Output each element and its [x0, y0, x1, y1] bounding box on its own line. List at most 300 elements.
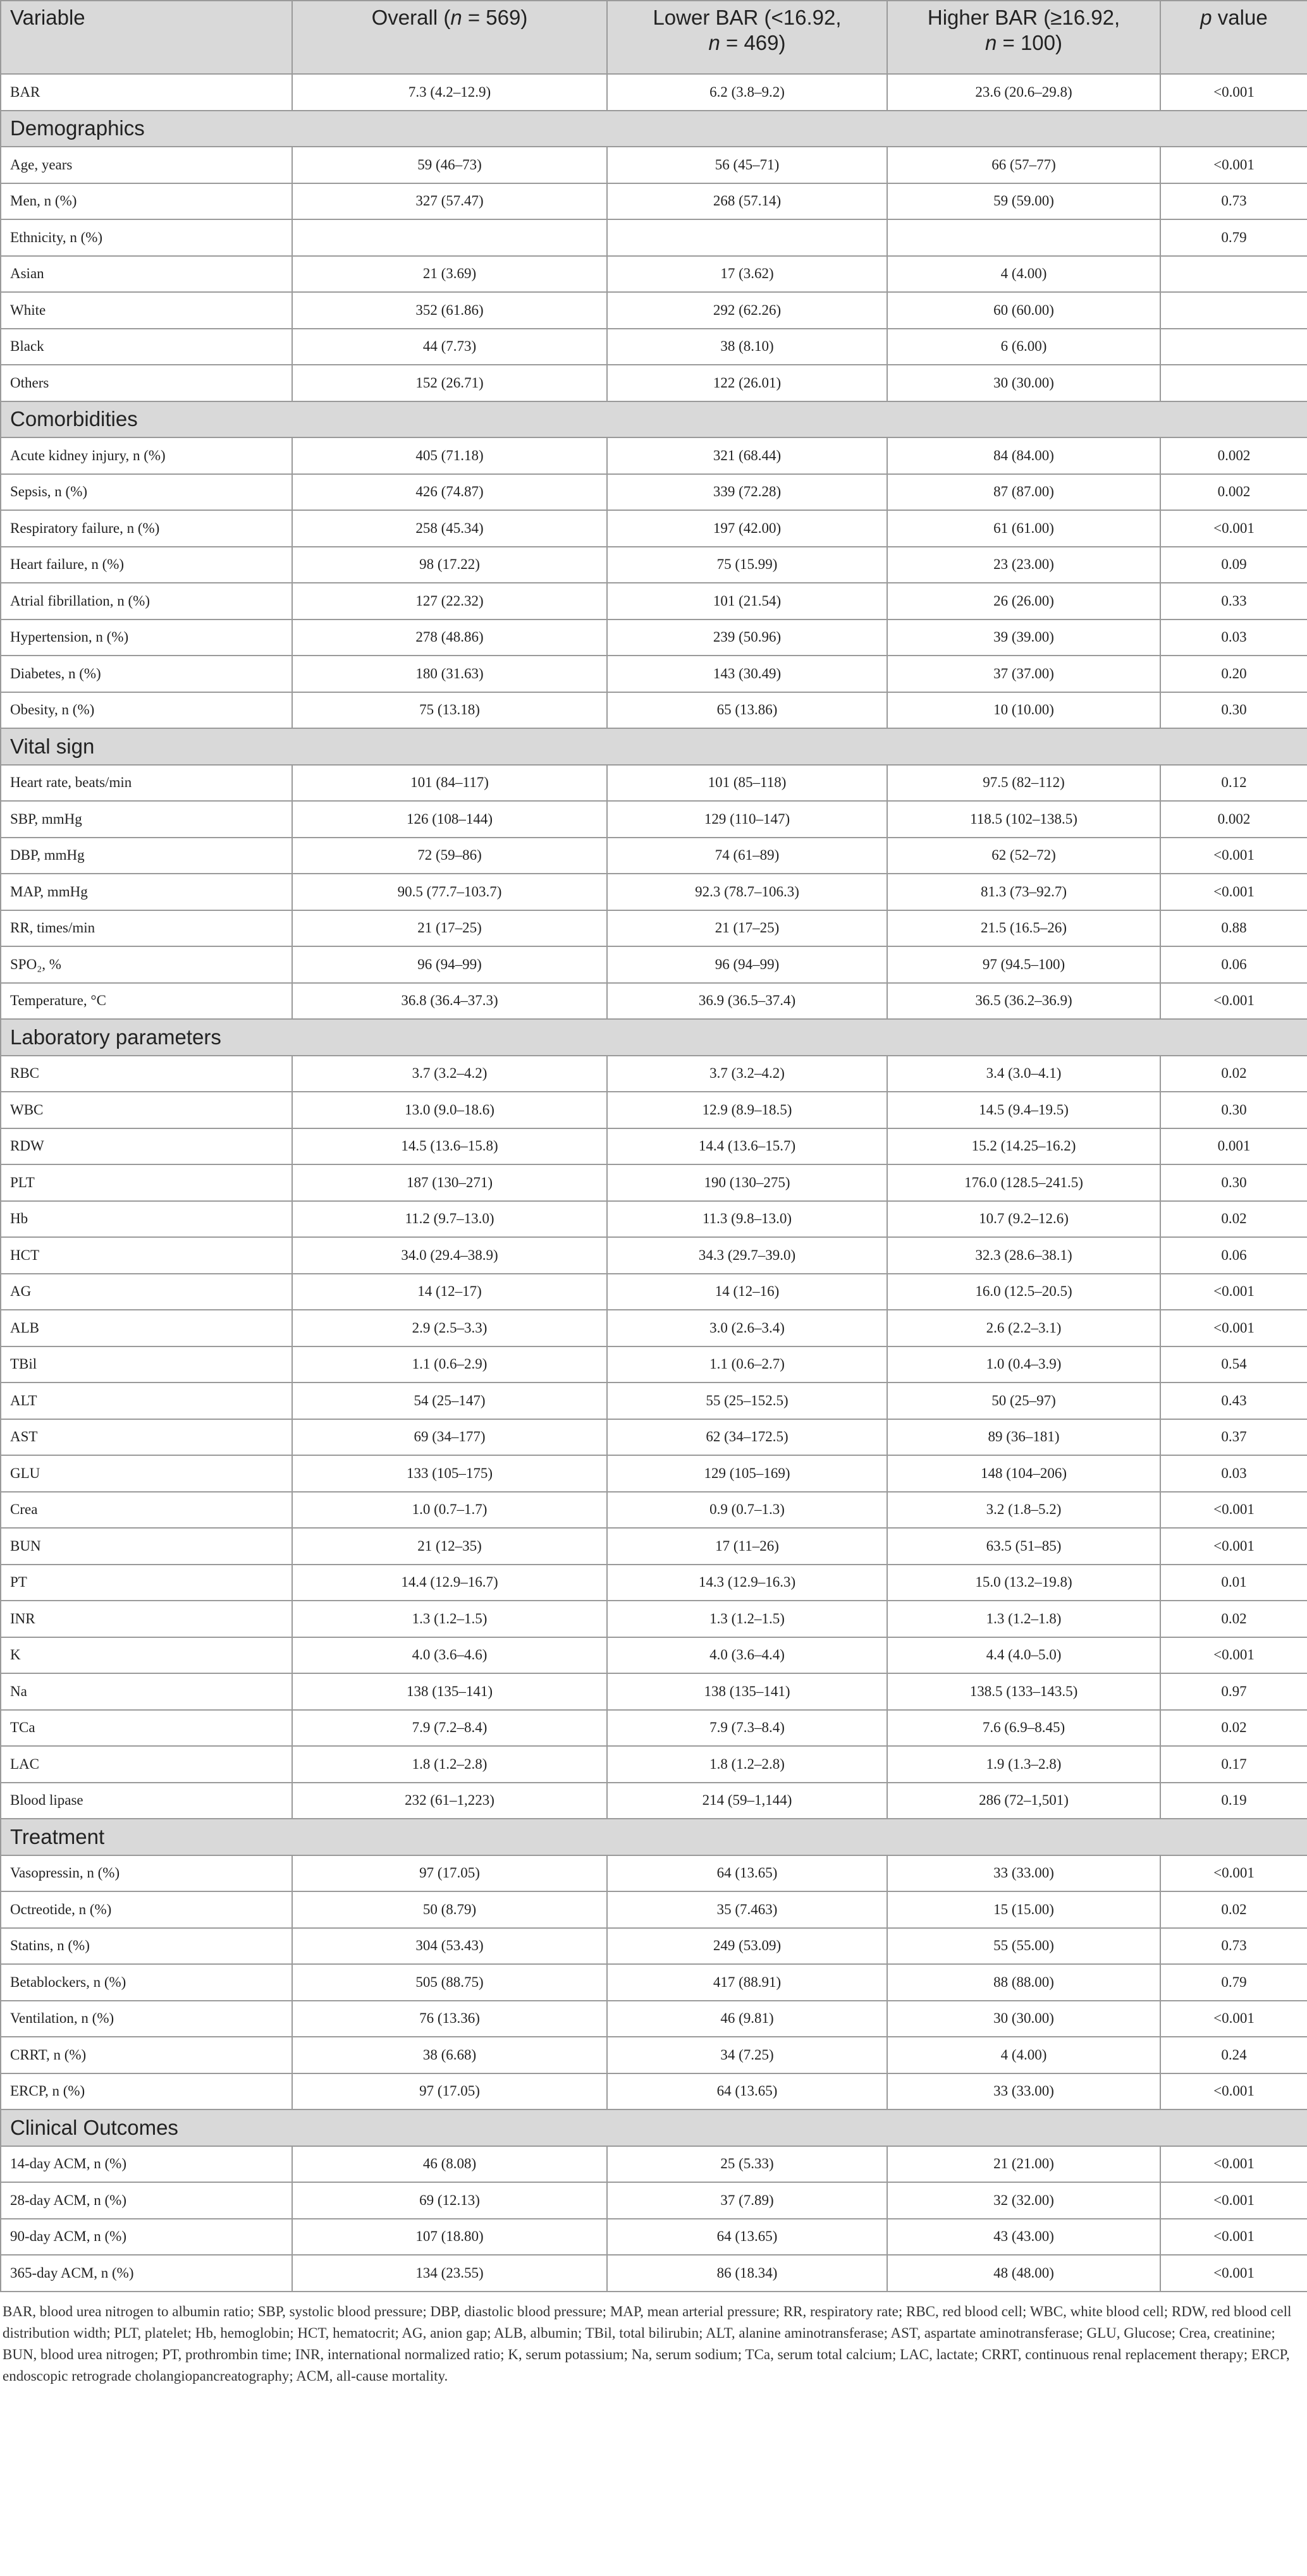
cell-lower-bar: 268 (57.14)	[607, 183, 887, 220]
cell-higher-bar: 33 (33.00)	[887, 1855, 1160, 1892]
header-variable: Variable	[1, 1, 292, 74]
table-row	[1, 74, 1307, 111]
cell-overall: 1.1 (0.6–2.9)	[292, 1346, 607, 1383]
cell-higher-bar: 148 (104–206)	[887, 1455, 1160, 1492]
cell-overall: 14.5 (13.6–15.8)	[292, 1128, 607, 1165]
cell-variable: TCa	[1, 1710, 292, 1747]
table-row	[1, 1346, 1307, 1383]
cell-lower-bar: 321 (68.44)	[607, 437, 887, 474]
cell-p-value: <0.001	[1160, 2255, 1307, 2292]
cell-variable: White	[1, 292, 292, 329]
table-row	[1, 1637, 1307, 1674]
cell-variable: AST	[1, 1419, 292, 1456]
cell-overall: 127 (22.32)	[292, 583, 607, 620]
cell-higher-bar: 7.6 (6.9–8.45)	[887, 1710, 1160, 1747]
cell-variable: 14-day ACM, n (%)	[1, 2146, 292, 2183]
cell-overall: 180 (31.63)	[292, 656, 607, 692]
table-row	[1, 1492, 1307, 1529]
cell-lower-bar: 55 (25–152.5)	[607, 1383, 887, 1419]
cell-p-value: 0.73	[1160, 1928, 1307, 1965]
cell-higher-bar: 138.5 (133–143.5)	[887, 1673, 1160, 1710]
cell-lower-bar: 14.4 (13.6–15.7)	[607, 1128, 887, 1165]
cell-higher-bar: 3.2 (1.8–5.2)	[887, 1492, 1160, 1529]
table-row	[1, 1274, 1307, 1310]
cell-variable: Temperature, °C	[1, 983, 292, 1020]
cell-overall: 278 (48.86)	[292, 620, 607, 656]
cell-p-value: 0.02	[1160, 1710, 1307, 1747]
cell-lower-bar: 11.3 (9.8–13.0)	[607, 1201, 887, 1238]
cell-lower-bar: 1.8 (1.2–2.8)	[607, 1746, 887, 1783]
section-row	[1, 401, 1307, 438]
cell-lower-bar: 17 (11–26)	[607, 1528, 887, 1565]
section-row	[1, 1819, 1307, 1855]
cell-higher-bar: 4 (4.00)	[887, 256, 1160, 293]
cell-variable: INR	[1, 1601, 292, 1637]
table-row	[1, 510, 1307, 547]
cell-variable: Statins, n (%)	[1, 1928, 292, 1965]
cell-variable: Black	[1, 329, 292, 365]
cell-lower-bar: 56 (45–71)	[607, 147, 887, 183]
cell-overall: 1.0 (0.7–1.7)	[292, 1492, 607, 1529]
cell-higher-bar: 10 (10.00)	[887, 692, 1160, 729]
cell-lower-bar: 96 (94–99)	[607, 946, 887, 983]
table-row	[1, 2219, 1307, 2256]
cell-overall	[292, 219, 607, 256]
cell-p-value: 0.20	[1160, 656, 1307, 692]
cell-lower-bar: 122 (26.01)	[607, 365, 887, 401]
table-footnote: BAR, blood urea nitrogen to albumin ratio; SBP, systolic blood pressure; DBP, diastolic blood pressure; MAP, mean arterial pressure; RR, respiratory rate; RBC, red blood cell; WBC, white blood cell; RDW, red blood cell distribution width; PLT, platelet; Hb, hemoglobin; HCT, hematocrit; AG, anion gap; ALB, albumin; TBil, total bilirubin; ALT, alanine aminotransferase; AST, aspartate aminotransferase; GLU, Glucose; Crea, creatinine; BUN, blood urea nitrogen; PT, prothrombin time; INR, international normalized ratio; K, serum potassium; Na, serum sodium; TCa, serum total calcium; LAC, lactate; CRRT, continuous renal replacement therapy; ERCP, endoscopic retrograde cholangiopancreatography; ACM, all-cause mortality.	[3, 2303, 1292, 2384]
cell-variable: Ethnicity, n (%)	[1, 219, 292, 256]
cell-p-value: 0.73	[1160, 183, 1307, 220]
table-row	[1, 1056, 1307, 1092]
header-higher-n: n	[985, 31, 997, 54]
section-title: Treatment	[1, 1819, 1307, 1855]
cell-overall: 34.0 (29.4–38.9)	[292, 1237, 607, 1274]
cell-higher-bar: 15 (15.00)	[887, 1891, 1160, 1928]
cell-lower-bar: 214 (59–1,144)	[607, 1783, 887, 1819]
cell-variable: Blood lipase	[1, 1783, 292, 1819]
cell-overall: 98 (17.22)	[292, 547, 607, 583]
cell-variable: BAR	[1, 74, 292, 111]
cell-overall: 54 (25–147)	[292, 1383, 607, 1419]
cell-overall: 36.8 (36.4–37.3)	[292, 983, 607, 1020]
cell-overall: 46 (8.08)	[292, 2146, 607, 2183]
cell-p-value: 0.17	[1160, 1746, 1307, 1783]
cell-variable: Acute kidney injury, n (%)	[1, 437, 292, 474]
cell-variable: Ventilation, n (%)	[1, 2001, 292, 2037]
cell-higher-bar: 33 (33.00)	[887, 2073, 1160, 2110]
table-row	[1, 838, 1307, 874]
cell-variable: RR, times/min	[1, 910, 292, 947]
cell-p-value: <0.001	[1160, 1274, 1307, 1310]
cell-lower-bar: 12.9 (8.9–18.5)	[607, 1092, 887, 1128]
table-header	[1, 1, 1307, 74]
cell-p-value: <0.001	[1160, 2146, 1307, 2183]
table-row	[1, 1201, 1307, 1238]
cell-variable: SBP, mmHg	[1, 801, 292, 838]
cell-p-value: <0.001	[1160, 1855, 1307, 1892]
cell-overall: 2.9 (2.5–3.3)	[292, 1310, 607, 1346]
cell-lower-bar: 190 (130–275)	[607, 1164, 887, 1201]
table-row	[1, 1710, 1307, 1747]
cell-variable: RBC	[1, 1056, 292, 1092]
cell-lower-bar: 21 (17–25)	[607, 910, 887, 947]
cell-variable: ALT	[1, 1383, 292, 1419]
table-row	[1, 183, 1307, 220]
cell-p-value: 0.30	[1160, 1092, 1307, 1128]
table-row	[1, 1673, 1307, 1710]
cell-higher-bar: 3.4 (3.0–4.1)	[887, 1056, 1160, 1092]
cell-higher-bar: 39 (39.00)	[887, 620, 1160, 656]
cell-p-value: 0.19	[1160, 1783, 1307, 1819]
cell-variable: PLT	[1, 1164, 292, 1201]
header-row	[1, 1, 1307, 74]
cell-higher-bar: 1.0 (0.4–3.9)	[887, 1346, 1160, 1383]
table-row	[1, 1310, 1307, 1346]
cell-overall: 505 (88.75)	[292, 1964, 607, 2001]
cell-variable: Heart failure, n (%)	[1, 547, 292, 583]
cell-higher-bar: 1.9 (1.3–2.8)	[887, 1746, 1160, 1783]
cell-overall: 69 (34–177)	[292, 1419, 607, 1456]
section-title: Clinical Outcomes	[1, 2109, 1307, 2146]
cell-higher-bar	[887, 219, 1160, 256]
table-row	[1, 1565, 1307, 1601]
cell-p-value: 0.79	[1160, 219, 1307, 256]
cell-overall: 405 (71.18)	[292, 437, 607, 474]
cell-variable: GLU	[1, 1455, 292, 1492]
cell-lower-bar	[607, 219, 887, 256]
cell-lower-bar: 86 (18.34)	[607, 2255, 887, 2292]
table-row	[1, 1164, 1307, 1201]
cell-lower-bar: 62 (34–172.5)	[607, 1419, 887, 1456]
cell-lower-bar: 197 (42.00)	[607, 510, 887, 547]
cell-lower-bar: 101 (21.54)	[607, 583, 887, 620]
cell-higher-bar: 36.5 (36.2–36.9)	[887, 983, 1160, 1020]
cell-lower-bar: 1.1 (0.6–2.7)	[607, 1346, 887, 1383]
cell-higher-bar: 118.5 (102–138.5)	[887, 801, 1160, 838]
cell-higher-bar: 50 (25–97)	[887, 1383, 1160, 1419]
cell-p-value: 0.02	[1160, 1601, 1307, 1637]
cell-lower-bar: 239 (50.96)	[607, 620, 887, 656]
cell-lower-bar: 64 (13.65)	[607, 2073, 887, 2110]
cell-p-value: 0.30	[1160, 692, 1307, 729]
cell-variable: SPO₂, %	[1, 946, 292, 983]
cell-overall: 69 (12.13)	[292, 2182, 607, 2219]
cell-overall: 7.9 (7.2–8.4)	[292, 1710, 607, 1747]
cell-higher-bar: 23 (23.00)	[887, 547, 1160, 583]
cell-higher-bar: 81.3 (73–92.7)	[887, 874, 1160, 910]
cell-higher-bar: 1.3 (1.2–1.8)	[887, 1601, 1160, 1637]
section-title: Vital sign	[1, 728, 1307, 765]
cell-p-value: <0.001	[1160, 2073, 1307, 2110]
table-row	[1, 365, 1307, 401]
table-row	[1, 292, 1307, 329]
cell-higher-bar: 2.6 (2.2–3.1)	[887, 1310, 1160, 1346]
header-overall-n: n	[450, 6, 462, 29]
cell-p-value: <0.001	[1160, 1310, 1307, 1346]
cell-p-value	[1160, 365, 1307, 401]
cell-lower-bar: 143 (30.49)	[607, 656, 887, 692]
table-row	[1, 547, 1307, 583]
cell-p-value: 0.43	[1160, 1383, 1307, 1419]
cell-overall: 1.8 (1.2–2.8)	[292, 1746, 607, 1783]
header-overall-pre: Overall (	[371, 6, 451, 29]
cell-lower-bar: 64 (13.65)	[607, 2219, 887, 2256]
cell-higher-bar: 286 (72–1,501)	[887, 1783, 1160, 1819]
cell-overall: 97 (17.05)	[292, 1855, 607, 1892]
table-row	[1, 1455, 1307, 1492]
cell-variable: TBil	[1, 1346, 292, 1383]
cell-p-value: <0.001	[1160, 1492, 1307, 1529]
cell-lower-bar: 292 (62.26)	[607, 292, 887, 329]
cell-overall: 90.5 (77.7–103.7)	[292, 874, 607, 910]
table-row	[1, 1601, 1307, 1637]
cell-lower-bar: 38 (8.10)	[607, 329, 887, 365]
table-row	[1, 1855, 1307, 1892]
cell-overall: 75 (13.18)	[292, 692, 607, 729]
table-row	[1, 2182, 1307, 2219]
cell-higher-bar: 21 (21.00)	[887, 2146, 1160, 2183]
cell-variable: Men, n (%)	[1, 183, 292, 220]
cell-p-value: 0.03	[1160, 1455, 1307, 1492]
cell-overall: 21 (3.69)	[292, 256, 607, 293]
table-row	[1, 1237, 1307, 1274]
section-title: Comorbidities	[1, 401, 1307, 438]
cell-higher-bar: 37 (37.00)	[887, 656, 1160, 692]
cell-p-value	[1160, 329, 1307, 365]
table-row	[1, 692, 1307, 729]
cell-p-value: 0.03	[1160, 620, 1307, 656]
cell-p-value: 0.06	[1160, 1237, 1307, 1274]
cell-higher-bar: 30 (30.00)	[887, 365, 1160, 401]
header-lower-n: n	[708, 31, 720, 54]
table-row	[1, 874, 1307, 910]
table-row	[1, 1419, 1307, 1456]
cell-higher-bar: 87 (87.00)	[887, 474, 1160, 511]
cell-lower-bar: 129 (105–169)	[607, 1455, 887, 1492]
cell-variable: Hypertension, n (%)	[1, 620, 292, 656]
cell-p-value: 0.001	[1160, 1128, 1307, 1165]
cell-lower-bar: 75 (15.99)	[607, 547, 887, 583]
cell-higher-bar: 15.0 (13.2–19.8)	[887, 1565, 1160, 1601]
cell-p-value: 0.79	[1160, 1964, 1307, 2001]
section-title: Demographics	[1, 111, 1307, 147]
cell-higher-bar: 15.2 (14.25–16.2)	[887, 1128, 1160, 1165]
cell-p-value: <0.001	[1160, 1528, 1307, 1565]
cell-higher-bar: 59 (59.00)	[887, 183, 1160, 220]
cell-variable: Asian	[1, 256, 292, 293]
cell-higher-bar: 60 (60.00)	[887, 292, 1160, 329]
cell-higher-bar: 61 (61.00)	[887, 510, 1160, 547]
cell-higher-bar: 14.5 (9.4–19.5)	[887, 1092, 1160, 1128]
table-row	[1, 147, 1307, 183]
cell-variable: WBC	[1, 1092, 292, 1128]
header-lower-post: = 469)	[720, 31, 786, 54]
cell-variable: MAP, mmHg	[1, 874, 292, 910]
table-row	[1, 1092, 1307, 1128]
cell-lower-bar: 37 (7.89)	[607, 2182, 887, 2219]
header-lower-bar	[607, 1, 887, 74]
cell-p-value: <0.001	[1160, 838, 1307, 874]
cell-overall: 21 (12–35)	[292, 1528, 607, 1565]
cell-lower-bar: 35 (7.463)	[607, 1891, 887, 1928]
table-row	[1, 765, 1307, 802]
table-row	[1, 1528, 1307, 1565]
section-row	[1, 111, 1307, 147]
cell-variable: PT	[1, 1565, 292, 1601]
table-row	[1, 583, 1307, 620]
cell-lower-bar: 46 (9.81)	[607, 2001, 887, 2037]
cell-p-value: 0.02	[1160, 1056, 1307, 1092]
cell-variable: Betablockers, n (%)	[1, 1964, 292, 2001]
cell-p-value: <0.001	[1160, 2182, 1307, 2219]
cell-p-value: <0.001	[1160, 983, 1307, 1020]
table-row	[1, 1746, 1307, 1783]
header-overall-post: = 569)	[462, 6, 528, 29]
cell-variable: BUN	[1, 1528, 292, 1565]
cell-lower-bar: 1.3 (1.2–1.5)	[607, 1601, 887, 1637]
cell-lower-bar: 17 (3.62)	[607, 256, 887, 293]
table-row	[1, 1783, 1307, 1819]
cell-higher-bar: 4 (4.00)	[887, 2037, 1160, 2073]
section-row	[1, 2109, 1307, 2146]
cell-overall: 14 (12–17)	[292, 1274, 607, 1310]
cell-overall: 232 (61–1,223)	[292, 1783, 607, 1819]
cell-variable: Na	[1, 1673, 292, 1710]
table-row	[1, 2037, 1307, 2073]
table-row	[1, 801, 1307, 838]
header-overall	[292, 1, 607, 74]
cell-overall: 11.2 (9.7–13.0)	[292, 1201, 607, 1238]
section-row	[1, 1019, 1307, 1056]
cell-overall: 14.4 (12.9–16.7)	[292, 1565, 607, 1601]
cell-variable: 365-day ACM, n (%)	[1, 2255, 292, 2292]
header-lower-pre: Lower BAR (<16.92,	[653, 6, 842, 29]
header-p-italic: p	[1200, 6, 1212, 29]
cell-variable: LAC	[1, 1746, 292, 1783]
cell-higher-bar: 89 (36–181)	[887, 1419, 1160, 1456]
cell-variable: 90-day ACM, n (%)	[1, 2219, 292, 2256]
cell-higher-bar: 88 (88.00)	[887, 1964, 1160, 2001]
cell-higher-bar: 48 (48.00)	[887, 2255, 1160, 2292]
cell-p-value: 0.02	[1160, 1201, 1307, 1238]
table-row	[1, 2073, 1307, 2110]
cell-overall: 304 (53.43)	[292, 1928, 607, 1965]
cell-lower-bar: 138 (135–141)	[607, 1673, 887, 1710]
cell-higher-bar: 4.4 (4.0–5.0)	[887, 1637, 1160, 1674]
cell-variable: ALB	[1, 1310, 292, 1346]
cell-p-value: 0.06	[1160, 946, 1307, 983]
cell-overall: 187 (130–271)	[292, 1164, 607, 1201]
cell-higher-bar: 84 (84.00)	[887, 437, 1160, 474]
cell-variable: Age, years	[1, 147, 292, 183]
cell-lower-bar: 34 (7.25)	[607, 2037, 887, 2073]
cell-overall: 138 (135–141)	[292, 1673, 607, 1710]
cell-overall: 258 (45.34)	[292, 510, 607, 547]
header-higher-bar	[887, 1, 1160, 74]
cell-lower-bar: 64 (13.65)	[607, 1855, 887, 1892]
table-row	[1, 910, 1307, 947]
table-row	[1, 256, 1307, 293]
cell-lower-bar: 92.3 (78.7–106.3)	[607, 874, 887, 910]
cell-overall: 134 (23.55)	[292, 2255, 607, 2292]
cell-p-value: <0.001	[1160, 74, 1307, 111]
cell-p-value: <0.001	[1160, 2219, 1307, 2256]
section-title: Laboratory parameters	[1, 1019, 1307, 1056]
cell-variable: Hb	[1, 1201, 292, 1238]
cell-overall: 133 (105–175)	[292, 1455, 607, 1492]
table-row	[1, 620, 1307, 656]
cell-overall: 152 (26.71)	[292, 365, 607, 401]
cell-lower-bar: 74 (61–89)	[607, 838, 887, 874]
cell-variable: Octreotide, n (%)	[1, 1891, 292, 1928]
cell-lower-bar: 0.9 (0.7–1.3)	[607, 1492, 887, 1529]
cell-lower-bar: 4.0 (3.6–4.4)	[607, 1637, 887, 1674]
cell-higher-bar: 32 (32.00)	[887, 2182, 1160, 2219]
cell-higher-bar: 21.5 (16.5–26)	[887, 910, 1160, 947]
cell-lower-bar: 101 (85–118)	[607, 765, 887, 802]
cell-higher-bar: 23.6 (20.6–29.8)	[887, 74, 1160, 111]
table-row	[1, 656, 1307, 692]
cell-p-value: 0.33	[1160, 583, 1307, 620]
table-row	[1, 1964, 1307, 2001]
cell-lower-bar: 65 (13.86)	[607, 692, 887, 729]
cell-p-value: <0.001	[1160, 874, 1307, 910]
cell-variable: Atrial fibrillation, n (%)	[1, 583, 292, 620]
cell-lower-bar: 6.2 (3.8–9.2)	[607, 74, 887, 111]
cell-p-value: <0.001	[1160, 510, 1307, 547]
table-row	[1, 437, 1307, 474]
cell-overall: 44 (7.73)	[292, 329, 607, 365]
cell-variable: Obesity, n (%)	[1, 692, 292, 729]
table-row	[1, 219, 1307, 256]
cell-variable: Respiratory failure, n (%)	[1, 510, 292, 547]
cell-variable: AG	[1, 1274, 292, 1310]
cell-variable: K	[1, 1637, 292, 1674]
cell-overall: 107 (18.80)	[292, 2219, 607, 2256]
cell-lower-bar: 339 (72.28)	[607, 474, 887, 511]
cell-p-value: 0.02	[1160, 1891, 1307, 1928]
cell-lower-bar: 129 (110–147)	[607, 801, 887, 838]
cell-p-value: <0.001	[1160, 147, 1307, 183]
cell-higher-bar: 97 (94.5–100)	[887, 946, 1160, 983]
cell-variable: Diabetes, n (%)	[1, 656, 292, 692]
cell-overall: 13.0 (9.0–18.6)	[292, 1092, 607, 1128]
cell-overall: 7.3 (4.2–12.9)	[292, 74, 607, 111]
cell-higher-bar: 66 (57–77)	[887, 147, 1160, 183]
cell-p-value: <0.001	[1160, 2001, 1307, 2037]
cell-overall: 97 (17.05)	[292, 2073, 607, 2110]
cell-overall: 426 (74.87)	[292, 474, 607, 511]
cell-variable: ERCP, n (%)	[1, 2073, 292, 2110]
cell-higher-bar: 30 (30.00)	[887, 2001, 1160, 2037]
table-row	[1, 1891, 1307, 1928]
cell-variable: Others	[1, 365, 292, 401]
cell-variable: DBP, mmHg	[1, 838, 292, 874]
cell-overall: 352 (61.86)	[292, 292, 607, 329]
cell-p-value: 0.01	[1160, 1565, 1307, 1601]
cell-variable: CRRT, n (%)	[1, 2037, 292, 2073]
cell-p-value: 0.002	[1160, 801, 1307, 838]
cell-higher-bar: 10.7 (9.2–12.6)	[887, 1201, 1160, 1238]
cell-variable: HCT	[1, 1237, 292, 1274]
section-row	[1, 728, 1307, 765]
table-row	[1, 1928, 1307, 1965]
cell-higher-bar: 55 (55.00)	[887, 1928, 1160, 1965]
cell-higher-bar: 32.3 (28.6–38.1)	[887, 1237, 1160, 1274]
cell-lower-bar: 25 (5.33)	[607, 2146, 887, 2183]
cell-variable: RDW	[1, 1128, 292, 1165]
